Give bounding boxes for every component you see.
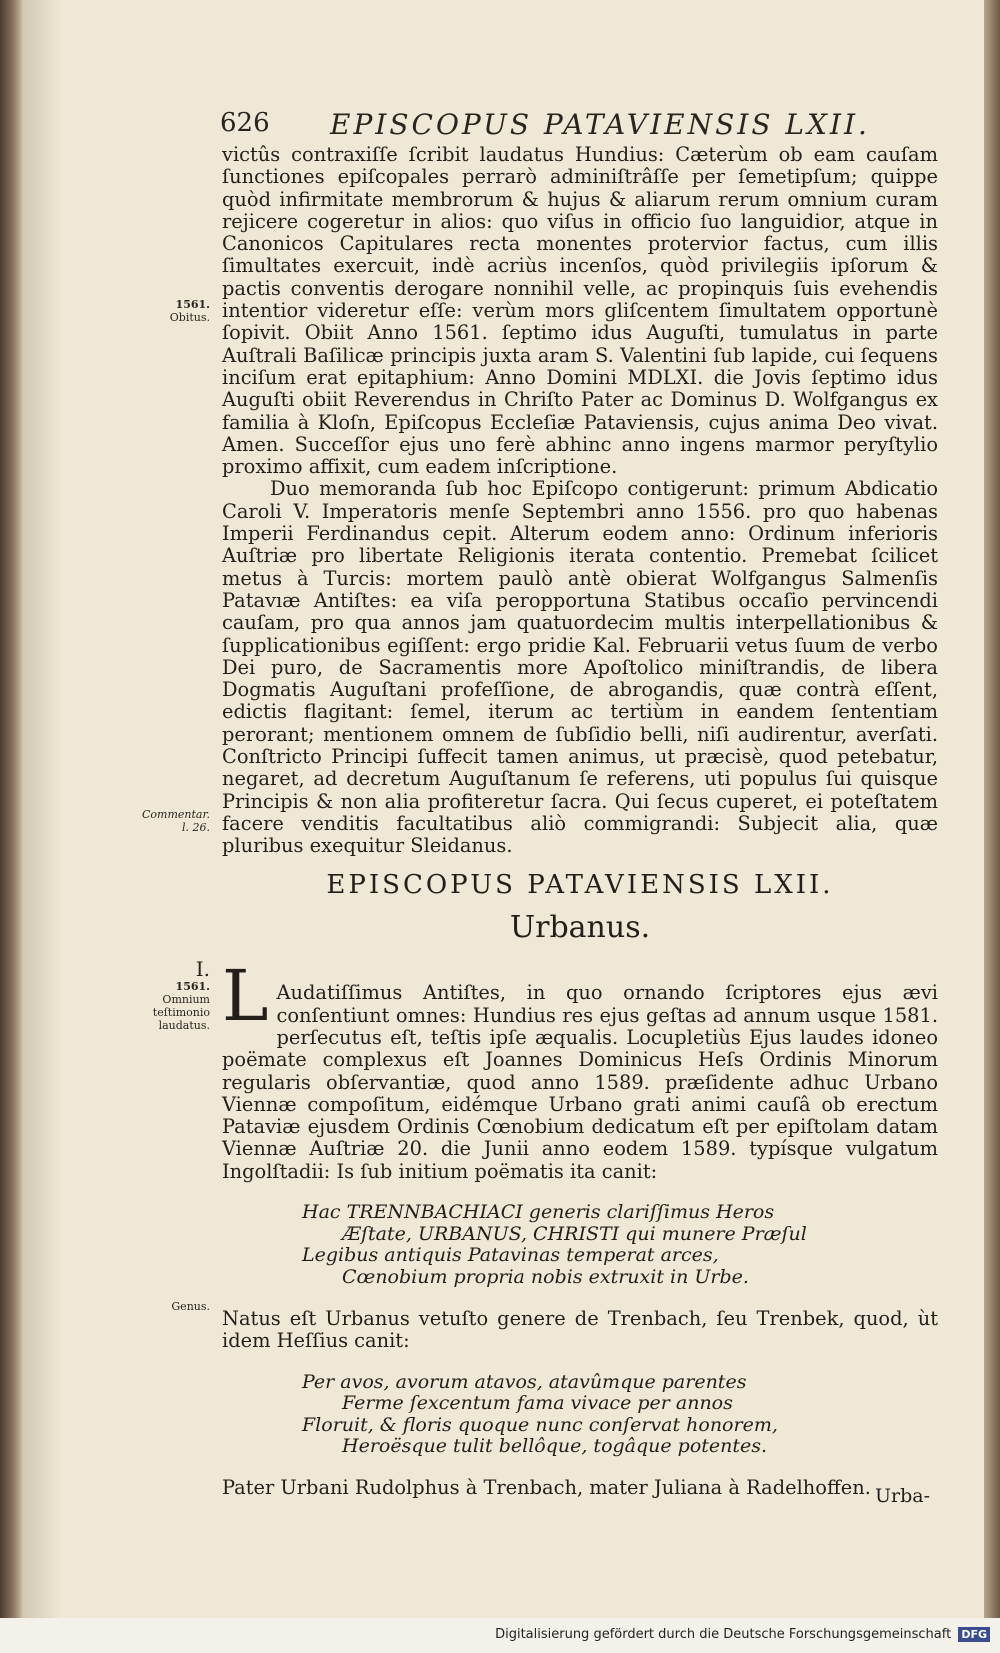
margin-ref: l. 26. <box>181 821 210 834</box>
margin-note-commentar <box>128 808 210 834</box>
margin-note-genus <box>128 1300 210 1313</box>
paragraph: Natus eſt Urbanus vetuſto genere de Trenbach, ſeu Trenbek, quod, ùt idem Heſſius canit: <box>222 1306 938 1353</box>
verse-block <box>222 1202 938 1288</box>
margin-note-obitus <box>128 298 210 324</box>
credit-text: Digitalisierung gefördert durch die Deutsche Forschungsgemeinschaft <box>495 1627 952 1642</box>
section-name: Urbanus. <box>509 910 651 945</box>
verse-line: Æſtate, URBANUS, CHRISTI qui munere Præſul <box>342 1222 807 1245</box>
funding-credit <box>495 1627 990 1642</box>
footer-bar <box>0 1618 1000 1653</box>
paragraph: Pater Urbani Rudolphus à Trenbach, mater Juliana à Radelhoffen. <box>222 1476 871 1500</box>
section-two-text <box>222 955 938 1519</box>
verse-line: Hac TRENNBACHIACI generis clariſſimus Heros <box>302 1201 775 1224</box>
margin-year: 1561. <box>175 298 210 311</box>
section-title: EPISCOPUS PATAVIENSIS LXII. <box>326 870 834 900</box>
margin-label: Genus. <box>171 1300 210 1313</box>
page-edge <box>984 0 1000 1618</box>
verse-line: Per avos, avorum atavos, atavûmque parentes <box>302 1370 747 1393</box>
margin-section-number: I. <box>195 957 210 981</box>
verse-line: Ferme ſexcentum fama vivace per annos <box>342 1392 733 1415</box>
margin-year: 1561. <box>175 980 210 993</box>
paragraph: victûs contraxiſſe ſcribit laudatus Hundius: Cæterùm ob eam cauſam ſunctiones epiſcopales perrarò adminiſtrâſſe per ſemetipſum; quippe quòd infirmitate membrorum & hujus & aliarum rerum omnium curam rejicere cogeretur in alios: quo viſus in officio ſuo languidior, atque in Canonicos Capitulares recta monentes protervior factus, cum illis ſimultates exercuit, indè acriùs incenſos, quòd privilegiis ipſorum & pactis conventis derogare nonnihil velle, ac propinquis ſuis evehendis intentior videretur eſſe: verùm mors gliſcentem ſimultatem opportunè ſopivit. Obiit Anno 1561. ſeptimo idus Auguſti, tumulatus in parte Auſtrali Baſilicæ principis juxta aram S. Valentini ſub lapide, cui ſequens inciſum erat epitaphium: Anno Domini MDLXI. die Jovis ſeptimo idus Auguſti obiit Reverendus in Chriſto Pater ac Dominus D. Wolfgangus ex familia à Kloſn, Epiſcopus Eccleſiæ Pataviensis, cujus anima Deo vivat. Amen. Succeſſor ejus uno ferè abhinc anno ingens marmor peryſtylio proximo affixit, cum eadem inſcriptione. <box>222 143 938 479</box>
page-header <box>220 108 940 144</box>
verse-line: Cœnobium propria nobis extruxit in Urbe. <box>342 1265 749 1288</box>
running-title: EPISCOPUS PATAVIENSIS LXII. <box>330 108 870 141</box>
margin-label: Commentar. <box>141 808 210 821</box>
paragraph: Duo memoranda ſub hoc Epiſcopo contigerunt: primum Abdicatio Caroli V. Imperatoris menſe Septembri anno 1556. pro quo habenas Imperii Ferdinandus cepit. Alterum eodem anno: Ordinum inferioris Auſtriæ pro libertate Religionis iterata contentio. Premebat ſcilicet metus à Turcis: mortem paulò antè obierat Wolfgangus Salmenſis Patavıæ Antiſtes: ea viſa peropportuna Statibus occaſio pervincendi cauſam, pro qua annos jam quatuordecim multis interpellationibus & ſupplicationibus egiſſent: ergo pridie Kal. Februarii vetus ſuum de verbo Dei puro, de Sacramentis more Apoſtolico miniſtrandis, de libera Dogmatis Auguſtani profeſſione, de abrogandis, quæ contrà eſſent, edictis flagitant: ſemel, iterum ac tertiùm in eandem ſententiam perorant; mentionem omnem de ſubſidio belli, niſi audirentur, averſati. Conſtricto Principi ſuffecit tamen animus, ut præcisè, quod petebatur, negaret, ad decretum Auguſtanum ſe referens, uti populus ſui quisque Principis & non alia profiteretur ſacra. Qui ſecus cuperet, ei poteſtatem facere venditis facultatibus aliò commigrandi: Subjecit alia, quæ pluribus exequitur Sleidanus. <box>222 477 938 858</box>
margin-note-section <box>128 958 210 1032</box>
book-spine <box>0 0 22 1653</box>
catchword: Urba- <box>874 1485 930 1507</box>
verse-block <box>222 1372 938 1458</box>
margin-label: Omnium teſtimonio laudatus. <box>152 993 210 1032</box>
dfg-logo: DFG <box>958 1627 990 1642</box>
page-number: 626 <box>220 108 270 138</box>
margin-label: Obitus. <box>169 311 210 324</box>
verse-line: Floruit, & floris quoque nunc conſervat honorem, <box>302 1413 778 1436</box>
paragraph: Audatiſſimus Antiſtes, in quo ornando ſcriptores ejus ævi conſentiunt omnes: Hundius res ejus geſtas ad annum usque 1581. perſecutus eſt, teſtis ipſe æqualis. Locupletiùs Ejus laudes idoneo poëmate complexus eſt Joannes Dominicus Heſs Ordinis Minorum regularis obſervantiæ, quod anno 1589. præſidente adhuc Urbano Viennæ compoſitum, eidémque Urbano grati animi cauſâ ob erectum Pataviæ ejusdem Ordinis Cœnobium dedicatum eſt per epiſtolam datam Viennæ Auſtriæ 20. die Junii anno eodem 1589. typísque vulgatum Ingolſtadii: Is ſub initium poëmatis ita canit: <box>222 981 938 1183</box>
section-one-text <box>222 144 938 858</box>
drop-cap: L <box>222 955 269 1037</box>
verse-line: Heroësque tulit bellôque, togâque potentes. <box>342 1435 768 1458</box>
verse-line: Legibus antiquis Patavinas temperat arces, <box>302 1244 719 1267</box>
